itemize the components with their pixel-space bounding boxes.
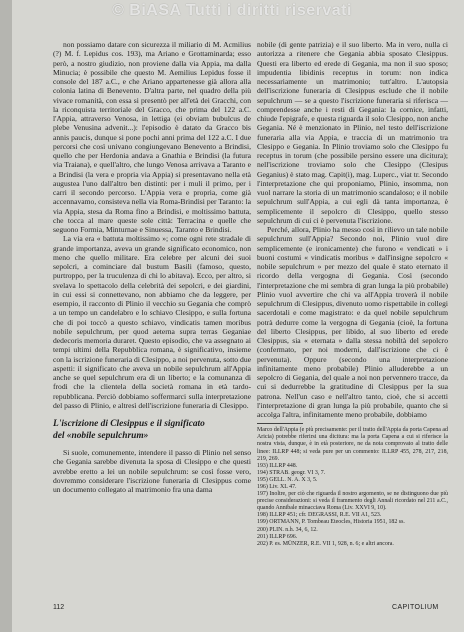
footnote: 202) P. es. MÜNZER, R.E. VII 1, 928, n. 6; e altri ancora.	[257, 540, 394, 547]
scan-edge	[0, 0, 12, 632]
footnote-rule	[257, 423, 303, 424]
section-heading-line2: del «nobile sepulchrum»	[53, 431, 149, 441]
footnote: 193) ILLRP 448.	[257, 462, 298, 469]
footnote: 200) PLIN. n.h. 34, 6, 12.	[257, 526, 318, 533]
watermark: © BiASA Tutti i diritti riservati	[112, 2, 352, 19]
section-heading-line1: L'iscrizione di Clesippus e il significato	[53, 419, 205, 429]
paragraph: La via era « battuta moltissimo »; come ogni rete stradale di grande importanza, aveva un grande significato economico, non meno che quello militare. Era celebre per alcuni dei suoi sepolcri, a cominciare dal bustum Basili (famoso, questo, purtroppo, per la truculenza di chi lo abitava). Ecco, per altro, si svelava lo spettacolo della celebrità dei sepolcri, e dei giardini, in cui essi si connettevano, non abbiamo che da leggere, per esempio, il racconto di Plinio il vecchio su Gegania che comprò a un tempo un candelabro e lo schiavo Clesippo, e sulla fortuna che di poi toccò a questo schiavo, vindicatis tamen moribus nobile sepulchrum, per quod aeterna supra terras Geganiae dedecoris memoria duraret. Questo episodio, che va assegnato ai tempi ultimi della Repubblica romana, è significativo, insieme con la iscrizione funeraria di Clesippo, a noi pervenuta, sotto due aspetti: il significato che aveva un nobile sepulchrum all'Appia anche se quel sepulchrum era di un liberto; e la comunanza di frodi che la clientela della società romana in età tardo-repubblicana. Perciò dobbiamo soffermarci sulla interpretazione del passo di Plinio, e altresì dell'iscrizione funeraria di Clesippo.	[53, 234, 251, 410]
footnote: 195) GELL. N. A. X 3, 5.	[257, 476, 318, 483]
left-column	[53, 40, 251, 494]
right-column	[257, 40, 448, 548]
page-number: 112	[53, 604, 65, 611]
footnote: 197) Inoltre, per ciò che riguarda il nostro argomento, se ne distinguono due più precise considerazioni: si veda il frammento degli Annali ricordato nel 211 a.C., quando Annibale minacciava Roma (Liv. XXVI 9, 10).	[257, 491, 448, 512]
section-heading	[53, 418, 251, 442]
footnotes	[257, 427, 448, 548]
footnote: 199) ORTMANN, P. Tombeau Eteocles, Historia 1951, 182 ss.	[257, 519, 405, 526]
footnote: Marco dell'Appia (e più precisamente: per il tratto dell'Appia da porta Capena ad Aricia) potrebbe riferirsi una dicitura: ma la porta Capena a cui si riferisce la nostra vista, dunque, è in età posteriore, ne da nota comprovato al tratto delle linee: ILLRP 448; si veda pure per un commento: ILLRP 455, 278, 217, 218, 219, 269.	[257, 427, 448, 462]
footnote: 201) ILLRP 696.	[257, 533, 298, 540]
paragraph: nobile (di gente patrizia) e il suo liberto. Ma in vero, nulla ci autorizza a ritenere che Gegania abbia sposato Clesippus. Questi era liberto ed erede di Gegania, ma non il suo sposo; impudentia libidinis receptus in torum: non indica necessariamente un matrimonio; tutt'altro. L'autopsia dell'iscrizione funeraria di Clesippus esclude che il nobile sepulchrum — se a questo l'iscrizione funeraria si riferisca — comprendesse anche i resti di Gegania: la cornice, infatti, chiude l'epigrafe, e questa riguarda il solo Clesippo, non anche Gegania. Né è menzionato in Plinio, nel testo dell'iscrizione funeraria alla via Appia, e traccia di un matrimonio tra Clesippo e Gegania. In Plinio troviamo solo che Clesippo fu receptus in torum (che possibile persino essere una dicitura); nell'iscrizione troviamo solo che Clesippo (Clesipus Geganius) è stato mag. Capit(i), mag. Luperc., viat tr. Secondo l'interpretazione che qui proponiamo, Plinio, insomma, non vuol narrare la storia di un matrimonio scandaloso; e il nobile sepulchrum sull'Appia, a cui egli dà tanta importanza, è semplicemente il sepolcro di Clesippo, quello stesso sepulchrum di cui ci è pervenuta l'iscrizione.	[257, 40, 448, 225]
journal-name: CAPITOLIUM	[392, 604, 439, 611]
footnote: 196) Liv. XL 47.	[257, 484, 297, 490]
paragraph: Si suole, comunemente, intendere il passo di Plinio nel senso che Gegania sarebbe divenuta la sposa di Clesippo e che questi avrebbe eretto a lei un nobile sepulchrum: se così fosse vero, dovremmo considerare l'iscrizione funeraria di Clesippus come un documento collegato al matrimonio fra una dama	[53, 448, 251, 494]
paragraph: Perché, allora, Plinio ha messo così in rilievo un tale nobile sepulchrum sull'Appia? Secondo noi, Plinio vuol dire semplicemente (e ironicamente) che furono « vendicati » i buoni costumi « vindicatis moribus » dall'insigne sepolcro « nobile sepulchrum » per mezzo del quale è stato eternato il ricordo della vergogna di Gegania. Così (secondo l'interpretazione che mi sembra di gran lunga la più probabile) Plinio vuol avvertire che chi va all'Appia troverà il nobile sepulchrum di Clesippus, divenuto uomo rispettabile in collegi sacerdotali e come magistrato: e da quel nobile sepulchrum potrà dedurre come la vergogna di Gegania (cioè, la fortuna del liberto Clesippus, per libido, al suo liberto ed erede Clesippus, sia « eternata » dalla stessa nobiltà del sepolcro (confermato, per noi moderni, dall'iscrizione che ci è pervenuta). Oppure (secondo una interpretazione infinitamente meno probabile) Plinio alluderebbe a un sepolcro di Gegania, del quale a noi non pervennero tracce, da cui si dedurrebbe la gratitudine di Clesippus per la sua patrona. Nell'un caso e nell'altro tanto, cioè, che si accetti l'interpretazione di gran lunga la più probabile, quanto che si accolga l'altra, infinitamente meno probabile, dobbiamo	[257, 225, 448, 419]
paragraph: non possiamo datare con sicurezza il miliario di M. Acmilius (?) M. f. Lepidus cos. 193), ma Ariano e Grottaminarda; esso però, a nostro giudizio, non proviene dalla via Appia, ma dalla Minucia; è possibile che questo M. Aemilius Lepidus fosse il console del 187 a.C., e che Ariano appartenesse già allora alla colonia latina di Benevento. D'altra parte, nel quadro della più vivace romanità, con essa si presentò per all'età dei Gracchi, con la riconquista territoriale del Gracco, che prima del 122 a.C. l'Appia, attraverso Venosa, in lettiga (ei obviam bubulcus de plebe Venusina advenit...): l'episodio è datato da Gracco bis annis paucis, dunque si pone pochi anni prima del 122 a.C. I due percorsi che così univano congiungevano Benevento a Brindisi, quello che per Herdonia andava a Gnathia e Brindisi (la futura via Traiana), e quell'altro, che lungo Venosa arrivava a Taranto e a Brindisi (la vera e propria via Appia) si presentavano nella età augustea l'uno dall'altro ben distinti: per i muli il primo, per i carri il secondo percorso. L'Appia vera e propria, come già accennavamo, consisteva nella via Roma-Brindisi per Taranto: la via Appia, stesa da Roma fino a Brindisi, e moltissimo battuta, che tocca al mare queste sole città: Terracina e quelle che seguono Formia, Minturnae e Sinuessa, Taranto e Brindisi.	[53, 40, 251, 234]
footnote: 194) STRAB. geogr. VI 3, 7.	[257, 469, 326, 476]
footnote: 198) ILLRP 451; cfr. DEGRASSI, R.E. VII A1, 523.	[257, 512, 382, 519]
